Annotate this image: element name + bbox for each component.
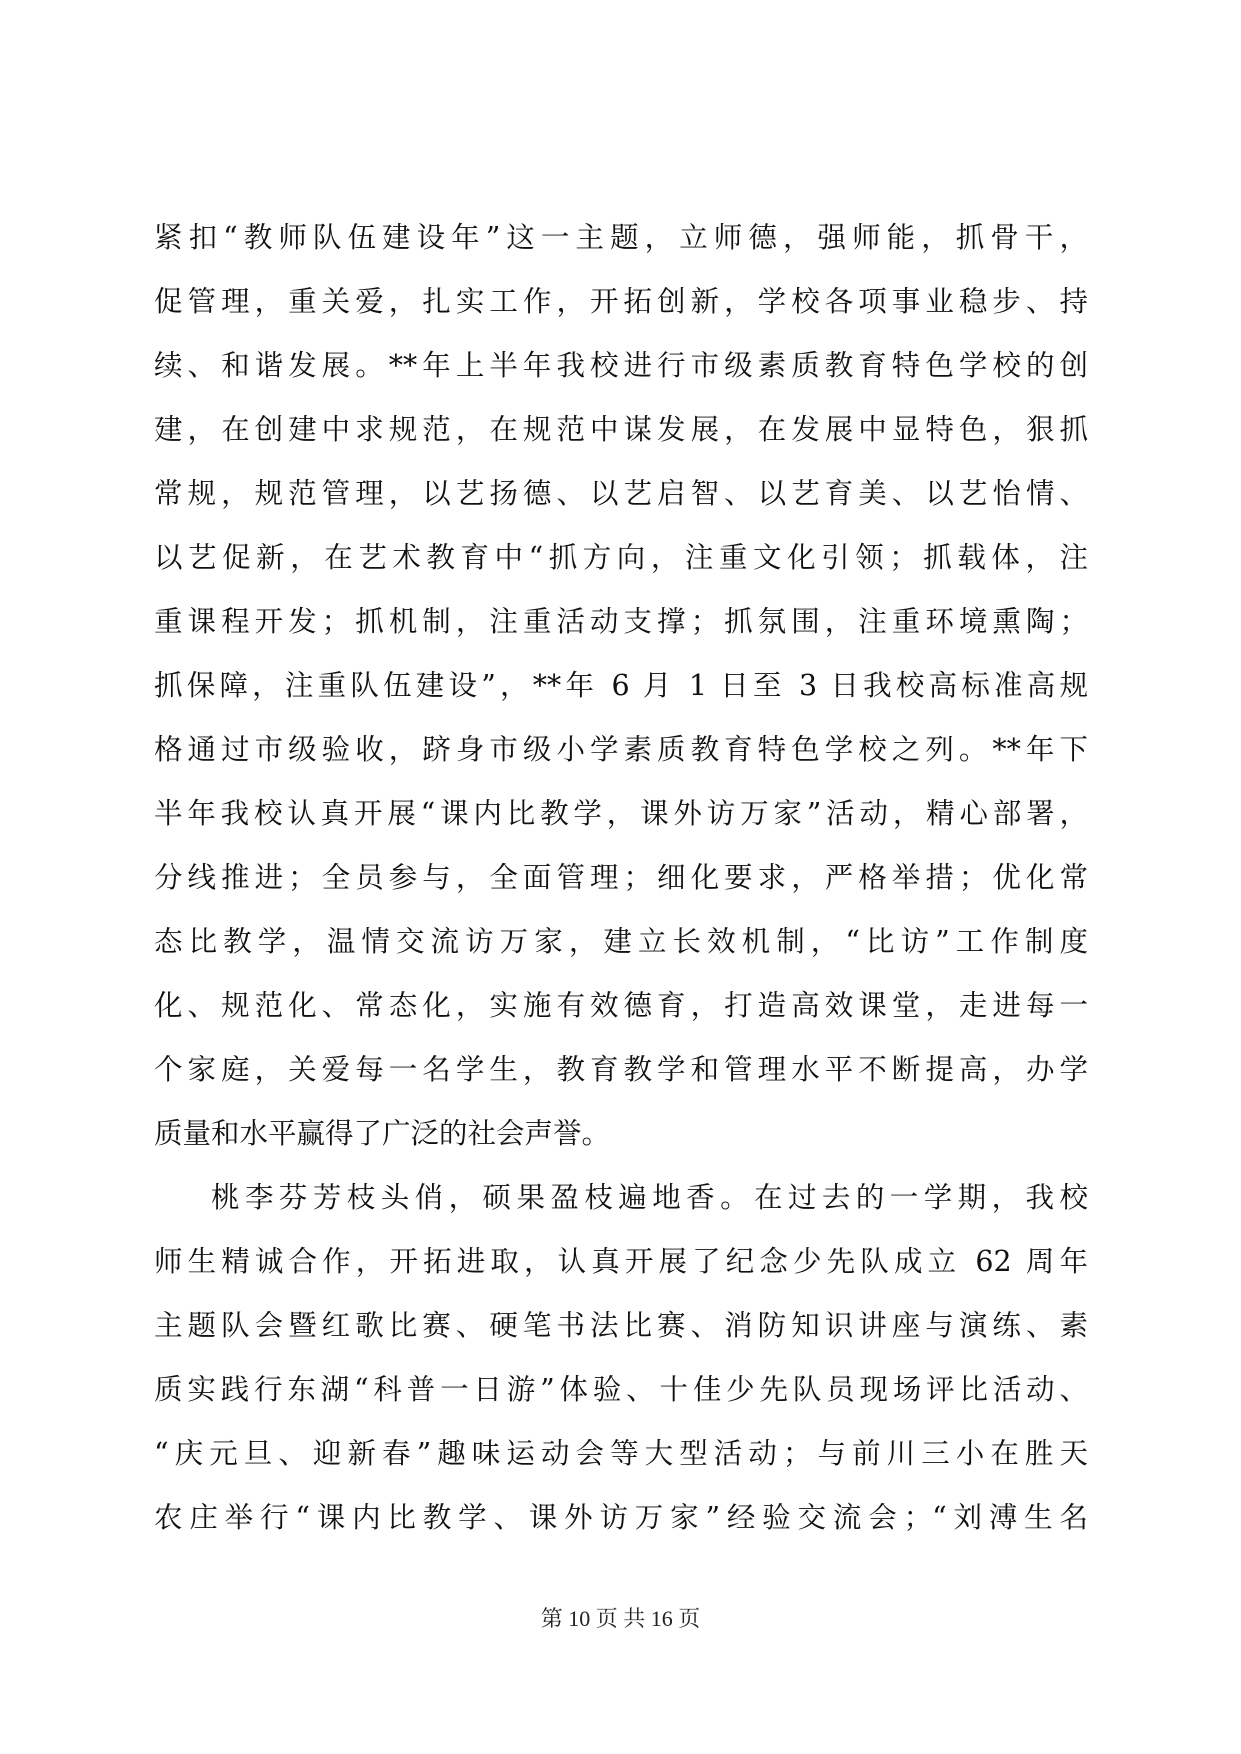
- text-line: 主题队会暨红歌比赛、硬笔书法比赛、消防知识讲座与演练、素: [154, 1309, 1088, 1342]
- text-line: 农庄举行“课内比教学、课外访万家”经验交流会；“刘溥生名: [154, 1501, 1088, 1534]
- document-body: [154, 206, 1088, 1550]
- text-line: “庆元旦、迎新春”趣味运动会等大型活动；与前川三小在胜天: [154, 1437, 1088, 1470]
- text-line: 个家庭，关爱每一名学生，教育教学和管理水平不断提高，办学: [154, 1053, 1088, 1086]
- text-line: 抓保障，注重队伍建设”，**年 6 月 1 日至 3 日我校高标准高规: [154, 669, 1088, 702]
- text-line: 以艺促新，在艺术教育中“抓方向，注重文化引领；抓载体，注: [154, 541, 1088, 574]
- paragraph: [154, 1166, 1088, 1550]
- text-line: 建，在创建中求规范，在规范中谋发展，在发展中显特色，狠抓: [154, 413, 1088, 446]
- text-line: 格通过市级验收，跻身市级小学素质教育特色学校之列。**年下: [154, 733, 1088, 766]
- text-line: 续、和谐发展。**年上半年我校进行市级素质教育特色学校的创: [154, 349, 1088, 382]
- text-line: 师生精诚合作，开拓进取，认真开展了纪念少先队成立 62 周年: [154, 1245, 1088, 1278]
- text-line: 质量和水平赢得了广泛的社会声誉。: [154, 1117, 611, 1150]
- text-line: 促管理，重关爱，扎实工作，开拓创新，学校各项事业稳步、持: [154, 285, 1088, 318]
- text-line: 桃李芬芳枝头俏，硕果盈枝遍地香。在过去的一学期，我校: [211, 1181, 1088, 1214]
- page-number-footer: 第 10 页 共 16 页: [540, 1606, 701, 1631]
- text-line: 态比教学，温情交流访万家，建立长效机制，“比访”工作制度: [154, 925, 1088, 958]
- text-line: 分线推进；全员参与，全面管理；细化要求，严格举措；优化常: [154, 861, 1088, 894]
- text-line: 重课程开发；抓机制，注重活动支撑；抓氛围，注重环境熏陶；: [154, 605, 1088, 638]
- text-line: 化、规范化、常态化，实施有效德育，打造高效课堂，走进每一: [154, 989, 1088, 1022]
- text-line: 质实践行东湖“科普一日游”体验、十佳少先队员现场评比活动、: [154, 1373, 1088, 1406]
- text-line: 半年我校认真开展“课内比教学，课外访万家”活动，精心部署，: [154, 797, 1088, 830]
- text-line: 紧扣“教师队伍建设年”这一主题，立师德，强师能，抓骨干，: [154, 221, 1088, 254]
- paragraph: [154, 206, 1088, 1166]
- text-line: 常规，规范管理，以艺扬德、以艺启智、以艺育美、以艺怡情、: [154, 477, 1088, 510]
